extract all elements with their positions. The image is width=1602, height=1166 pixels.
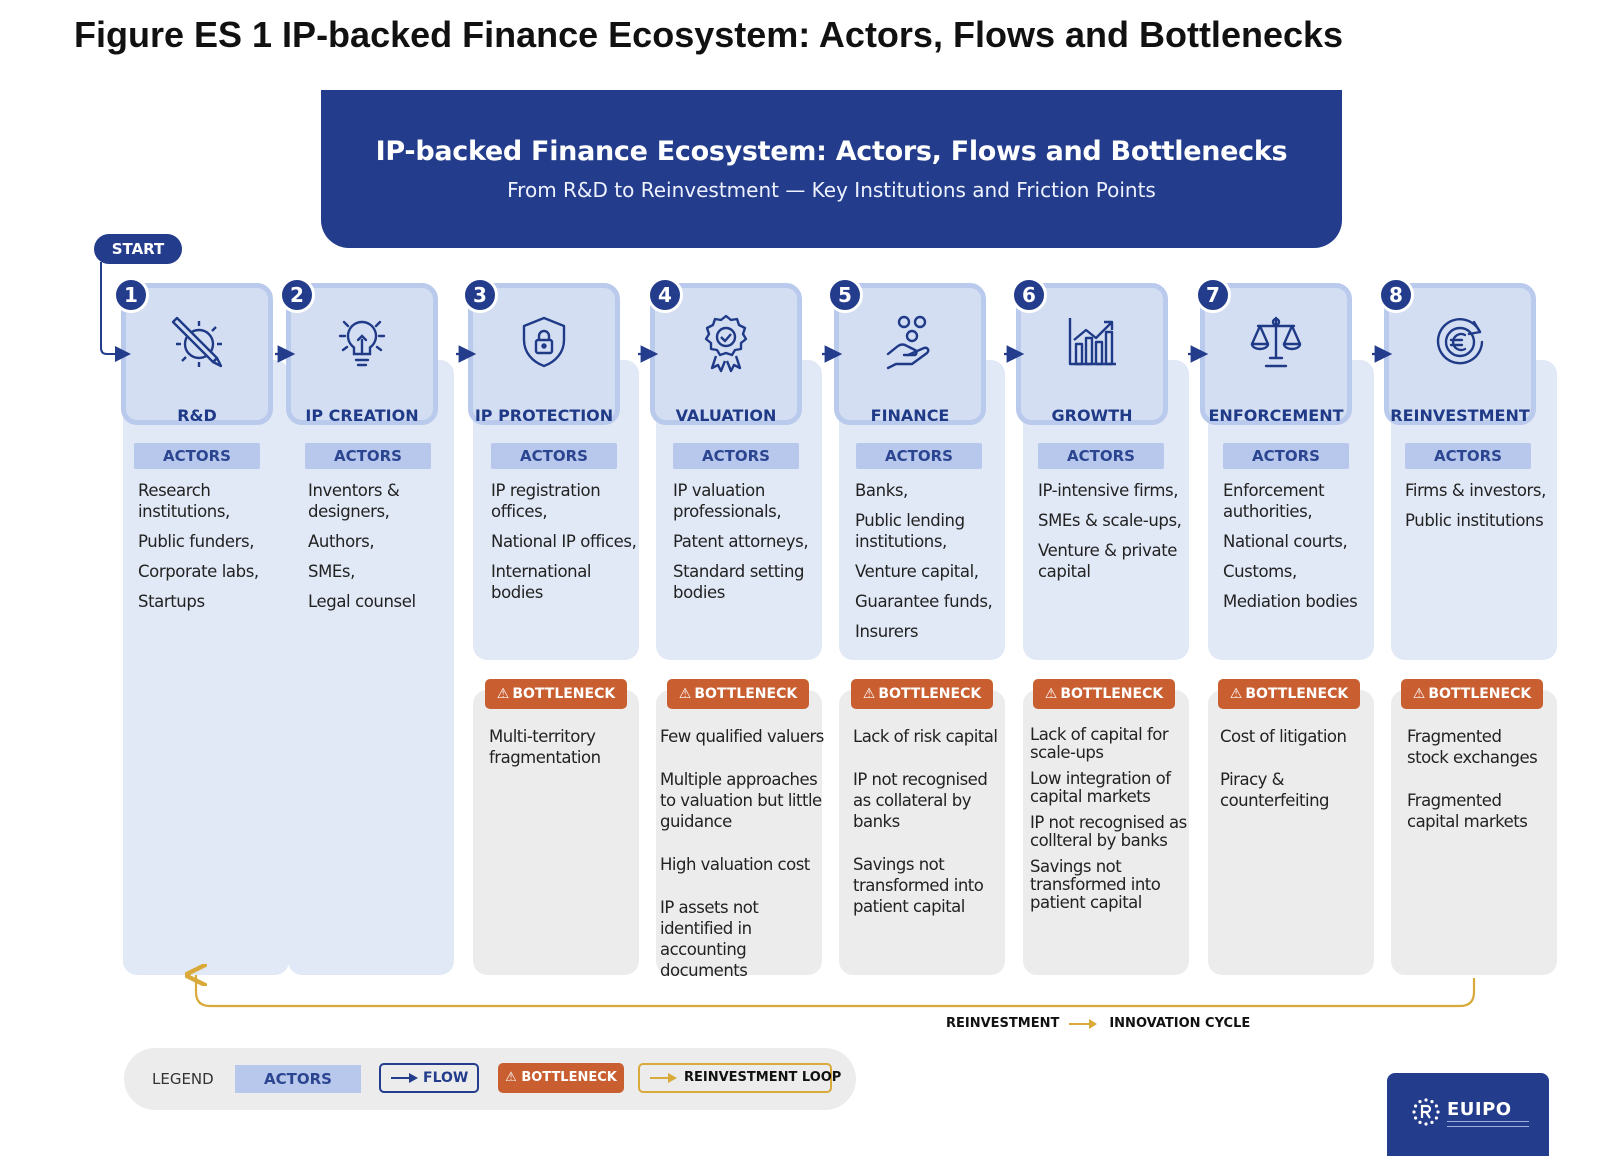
list-item: International bodies: [491, 562, 592, 602]
reinvestment-loop: [196, 975, 1474, 1006]
step-number-badge: 7: [1195, 277, 1231, 313]
flow-arrow-icon: [391, 1072, 419, 1084]
bottleneck-chip-label: BOTTLENECK: [1245, 686, 1349, 702]
list-item: Authors,: [308, 532, 375, 551]
list-item: Guarantee funds,: [855, 592, 993, 611]
banner-subtitle: From R&D to Reinvestment — Key Institutions and Friction Points: [507, 178, 1156, 202]
bottleneck-list-enforcement: [1220, 726, 1370, 833]
warning-icon: ⚠: [1044, 686, 1058, 702]
figure-title: Figure ES 1 IP-backed Finance Ecosystem: Actors, Flows and Bottlenecks: [74, 14, 1344, 55]
list-item: Insurers: [855, 622, 919, 641]
warning-icon: ⚠: [496, 686, 510, 702]
euipo-logo: [1387, 1073, 1549, 1156]
logo-fine-print: [1447, 1121, 1529, 1127]
actor-list-reinvestment: [1405, 480, 1565, 540]
loop-caption: [946, 1016, 1250, 1031]
header-banner: [321, 90, 1342, 248]
bottleneck-chip: [1033, 679, 1175, 709]
list-item: Venture & private capital: [1038, 541, 1178, 581]
legend-bottleneck: [498, 1063, 624, 1093]
bottleneck-list-ip-protection: [489, 726, 629, 790]
list-item: Inventors & designers,: [308, 481, 400, 521]
euro-cycle-icon: [1389, 310, 1531, 379]
actors-chip: ACTORS: [134, 443, 260, 469]
growth-chart-icon: [1021, 310, 1163, 379]
actor-list-enforcement: [1223, 480, 1378, 621]
list-item: IP registration offices,: [491, 481, 601, 521]
actor-list-rnd: [138, 480, 288, 621]
list-item: SMEs,: [308, 562, 355, 581]
bottleneck-chip: [1401, 679, 1543, 709]
gold-arrow-icon: [1069, 1017, 1099, 1031]
step-number-badge: 2: [279, 277, 315, 313]
list-item: Piracy & counterfeiting: [1220, 770, 1330, 810]
stage-label: R&D: [177, 406, 217, 425]
actors-chip: ACTORS: [491, 443, 617, 469]
list-item: Standard setting bodies: [673, 562, 805, 602]
list-item: National courts,: [1223, 532, 1348, 551]
logo-name: EUIPO: [1447, 1099, 1512, 1120]
start-badge: START: [94, 234, 182, 264]
legend-actors: ACTORS: [235, 1065, 361, 1093]
stage-label: IP CREATION: [305, 406, 419, 425]
step-number-badge: 1: [113, 277, 149, 313]
list-item: Public institutions: [1405, 511, 1544, 530]
list-item: Banks,: [855, 481, 908, 500]
bottleneck-list-reinvestment: [1407, 726, 1547, 854]
list-item: Low integration of capital markets: [1030, 769, 1171, 806]
list-item: Legal counsel: [308, 592, 416, 611]
actor-list-valuation: [673, 480, 833, 612]
actors-chip: ACTORS: [1405, 443, 1531, 469]
list-item: Fragmented capital markets: [1407, 791, 1528, 831]
legend-bottleneck-label: BOTTLENECK: [521, 1070, 617, 1085]
gold-arrow-icon: [650, 1072, 678, 1084]
list-item: Lack of risk capital: [853, 727, 998, 746]
actors-chip: ACTORS: [856, 443, 982, 469]
actors-chip: ACTORS: [1223, 443, 1349, 469]
list-item: Research institutions,: [138, 481, 230, 521]
legend-loop: [638, 1063, 842, 1093]
warning-icon: ⚠: [862, 686, 876, 702]
scales-icon: [1205, 310, 1347, 379]
bottleneck-chip-label: BOTTLENECK: [878, 686, 982, 702]
bottleneck-chip: [851, 679, 993, 709]
list-item: Patent attorneys,: [673, 532, 809, 551]
list-item: High valuation cost: [660, 855, 810, 874]
warning-icon: ⚠: [1412, 686, 1426, 702]
list-item: Venture capital,: [855, 562, 979, 581]
banner-title: IP-backed Finance Ecosystem: Actors, Flows and Bottlenecks: [375, 136, 1288, 167]
list-item: Public funders,: [138, 532, 255, 551]
euipo-mark-icon: [1411, 1097, 1441, 1127]
actors-chip: ACTORS: [673, 443, 799, 469]
legend-flow-label: FLOW: [423, 1070, 469, 1086]
bottleneck-chip-label: BOTTLENECK: [512, 686, 616, 702]
bottleneck-list-growth: [1030, 726, 1190, 920]
list-item: Savings not transformed into patient capital: [853, 855, 984, 916]
list-item: Few qualified valuers: [660, 727, 824, 746]
stage-label: ENFORCEMENT: [1208, 406, 1344, 425]
list-item: IP-intensive firms,: [1038, 481, 1179, 500]
step-number-badge: 8: [1378, 277, 1414, 313]
pencil-gear-icon: [126, 310, 268, 379]
stage-label: FINANCE: [870, 406, 950, 425]
list-item: Savings not transformed into patient capital: [1030, 857, 1161, 912]
list-item: Cost of litigation: [1220, 727, 1347, 746]
list-item: Enforcement authorities,: [1223, 481, 1325, 521]
award-badge-icon: [655, 310, 797, 379]
list-item: Firms & investors,: [1405, 481, 1546, 500]
step-number-badge: 3: [462, 277, 498, 313]
lightbulb-icon: [291, 310, 433, 379]
list-item: Startups: [138, 592, 205, 611]
list-item: Lack of capital for scale-ups: [1030, 725, 1169, 762]
bottleneck-chip-label: BOTTLENECK: [694, 686, 798, 702]
legend-loop-label: REINVESTMENT LOOP: [684, 1070, 842, 1085]
list-item: Multi-territory fragmentation: [489, 727, 601, 767]
list-item: IP assets not identified in accounting documents: [660, 898, 759, 980]
list-item: Corporate labs,: [138, 562, 259, 581]
actor-list-ip-protection: [491, 480, 641, 612]
bottleneck-list-valuation: [660, 726, 825, 1003]
bottleneck-chip-label: BOTTLENECK: [1428, 686, 1532, 702]
step-number-badge: 4: [647, 277, 683, 313]
step-number-badge: 5: [827, 277, 863, 313]
step-number-badge: 6: [1011, 277, 1047, 313]
hand-coins-icon: [839, 310, 981, 379]
legend-title: LEGEND: [152, 1070, 214, 1088]
list-item: IP not recognised as collateral by banks: [853, 770, 988, 831]
list-item: Public lending institutions,: [855, 511, 965, 551]
bottleneck-chip: [1218, 679, 1360, 709]
list-item: IP valuation professionals,: [673, 481, 782, 521]
legend: [124, 1048, 856, 1110]
stage-label: VALUATION: [675, 406, 777, 425]
warning-icon: ⚠: [505, 1070, 517, 1085]
stage-label: GROWTH: [1051, 406, 1133, 425]
actor-list-finance: [855, 480, 1010, 651]
bottleneck-list-finance: [853, 726, 1003, 939]
legend-flow: [379, 1063, 479, 1093]
actors-chip: ACTORS: [305, 443, 431, 469]
bottleneck-chip: [667, 679, 809, 709]
shield-lock-icon: [473, 310, 615, 379]
actor-list-growth: [1038, 480, 1198, 591]
list-item: National IP offices,: [491, 532, 637, 551]
list-item: Fragmented stock exchanges: [1407, 727, 1538, 767]
actor-list-ip-creation: [308, 480, 458, 621]
list-item: Mediation bodies: [1223, 592, 1358, 611]
list-item: Customs,: [1223, 562, 1297, 581]
list-item: Multiple approaches to valuation but little guidance: [660, 770, 822, 831]
loop-caption-left: REINVESTMENT: [946, 1016, 1060, 1031]
warning-icon: ⚠: [678, 686, 692, 702]
bottleneck-chip-label: BOTTLENECK: [1060, 686, 1164, 702]
bottleneck-chip: [485, 679, 627, 709]
stage-label: IP PROTECTION: [474, 406, 614, 425]
list-item: SMEs & scale-ups,: [1038, 511, 1182, 530]
list-item: IP not recognised as collteral by banks: [1030, 813, 1187, 850]
warning-icon: ⚠: [1229, 686, 1243, 702]
stage-label: REINVESTMENT: [1390, 406, 1530, 425]
loop-caption-right: INNOVATION CYCLE: [1109, 1016, 1251, 1031]
actors-chip: ACTORS: [1038, 443, 1164, 469]
